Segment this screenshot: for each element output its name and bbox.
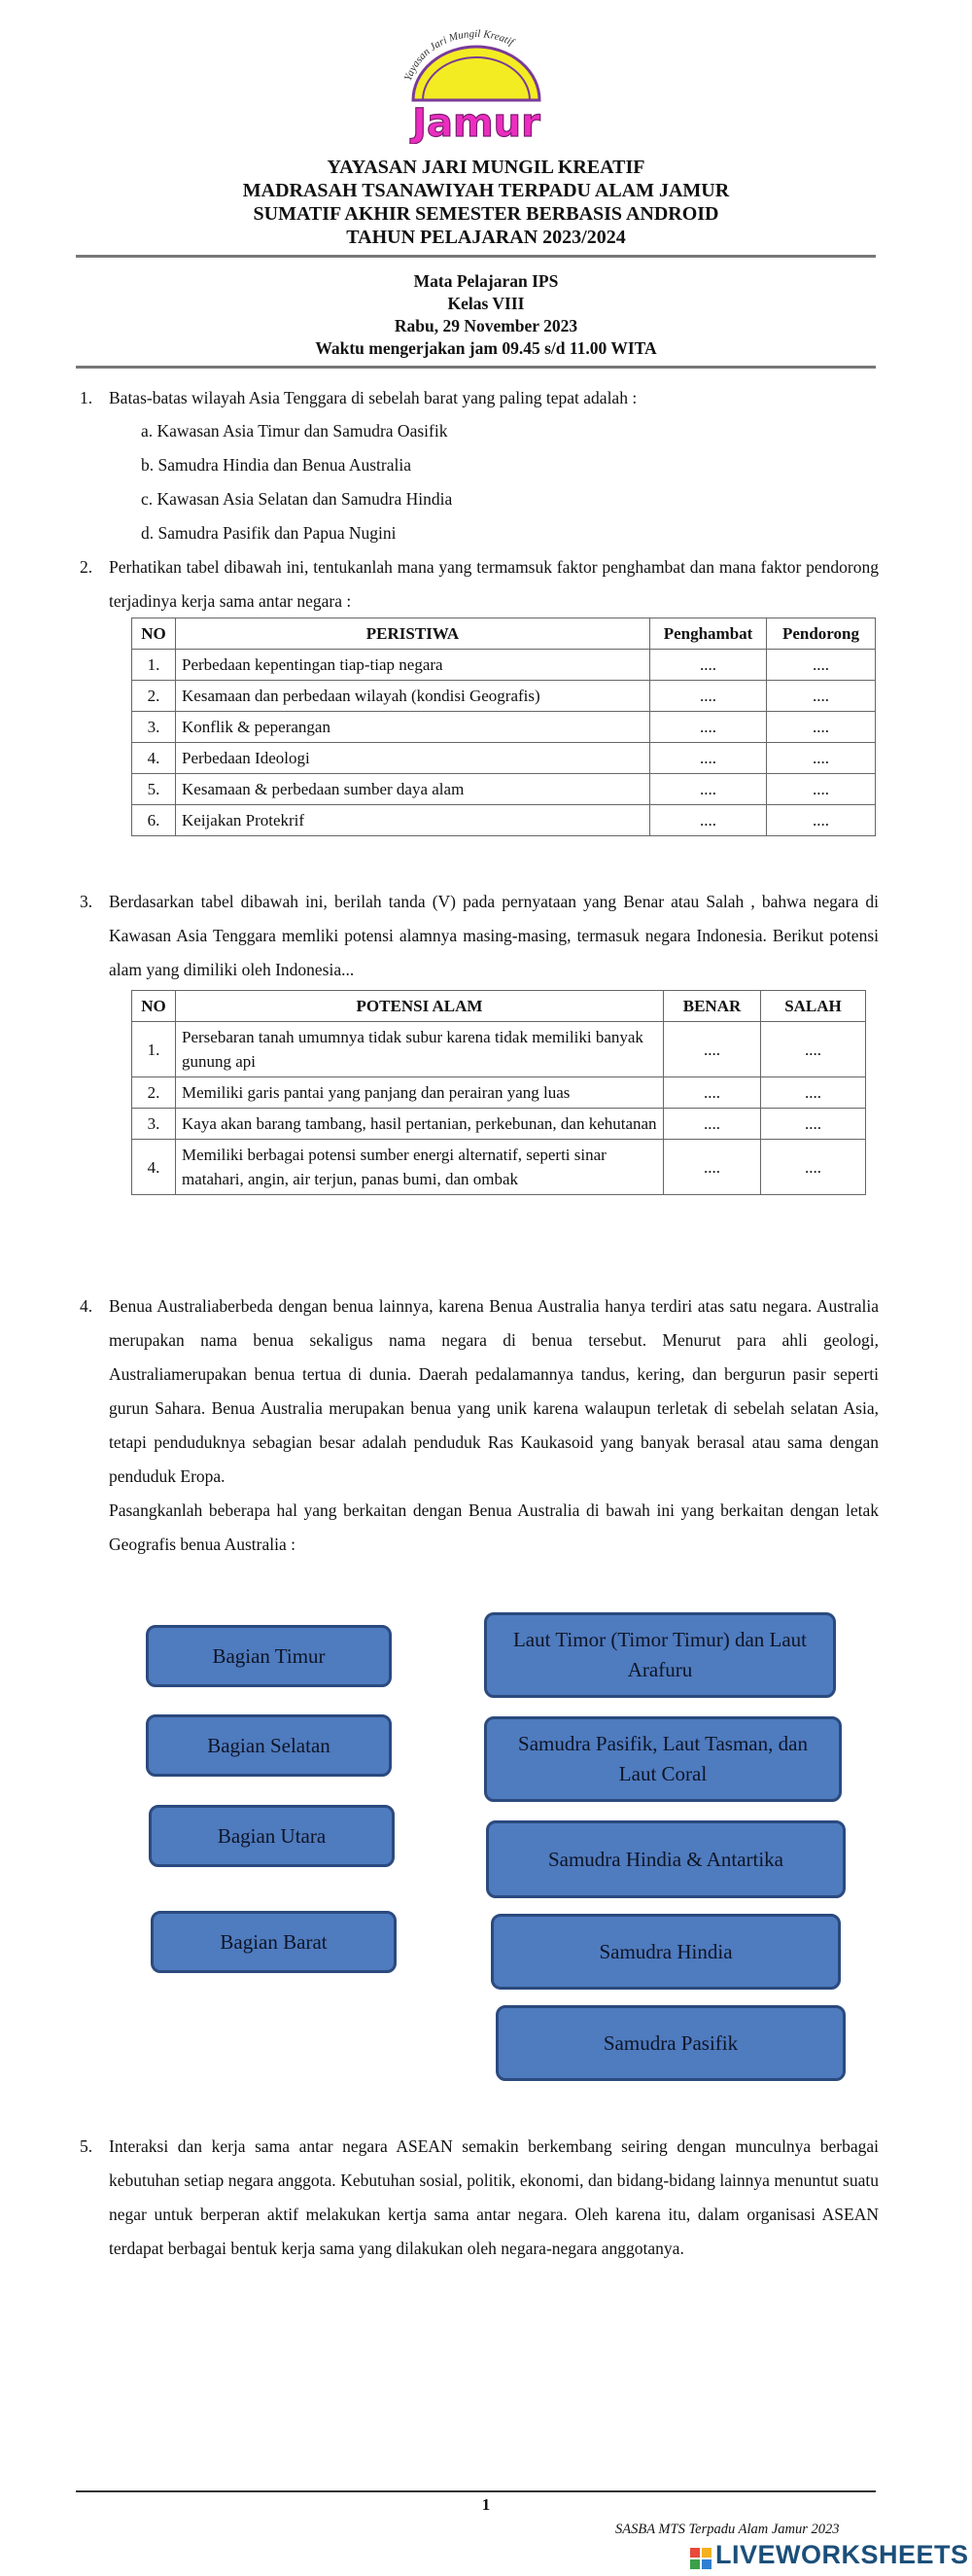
col-salah: SALAH bbox=[761, 991, 866, 1022]
question-2 bbox=[80, 550, 879, 618]
footer-divider bbox=[76, 2490, 876, 2492]
answer-benar[interactable]: .... bbox=[664, 1077, 761, 1109]
question-4 bbox=[80, 1289, 879, 1562]
question-3 bbox=[80, 885, 879, 987]
question-4-text: Benua Australiaberbeda dengan benua lainnya, karena Benua Australia hanya terdiri atas satu negara. Australia merupakan nama benua sekaligus nama negara di benua tersebut. Menurut para ahli geologi, Australiamerupakan benua tertua di dunia. Daerah pedalamannya tandus, kering, dan bergurun pasir seperti gurun Sahara. Benua Australia merupakan benua yang unik karena walaupun terletak di sebelah selatan Asia, tetapi penduduknya sebagian besar adalah penduduk Ras Kaukasoid yang banyak berasal atau sama dengan penduduk Eropa. bbox=[109, 1296, 879, 1486]
row-potensi: Persebaran tanah umumnya tidak subur karena tidak memiliki banyak gunung api bbox=[176, 1022, 664, 1077]
answer-pendorong[interactable]: .... bbox=[767, 743, 876, 774]
answer-salah[interactable]: .... bbox=[761, 1140, 866, 1195]
table-row bbox=[132, 743, 876, 774]
col-no: NO bbox=[132, 618, 176, 650]
exam-class: Kelas VIII bbox=[447, 294, 525, 313]
answer-penghambat[interactable]: .... bbox=[650, 681, 767, 712]
answer-pendorong[interactable]: .... bbox=[767, 650, 876, 681]
row-potensi: Kaya akan barang tambang, hasil pertanian, perkebunan, dan kehutanan bbox=[176, 1109, 664, 1140]
answer-penghambat[interactable]: .... bbox=[650, 650, 767, 681]
header-foundation: YAYASAN JARI MUNGIL KREATIF bbox=[327, 157, 645, 178]
question-4-number: 4. bbox=[80, 1296, 93, 1316]
col-potensi: POTENSI ALAM bbox=[176, 991, 664, 1022]
col-no: NO bbox=[132, 991, 176, 1022]
row-peristiwa: Keijakan Protekrif bbox=[176, 805, 650, 836]
answer-pendorong[interactable]: .... bbox=[767, 774, 876, 805]
answer-benar[interactable]: .... bbox=[664, 1109, 761, 1140]
table-row bbox=[132, 1077, 866, 1109]
question-5 bbox=[80, 2130, 879, 2266]
table-row bbox=[132, 650, 876, 681]
option-b[interactable]: b. Samudra Hindia dan Benua Australia bbox=[141, 455, 411, 475]
row-no: 4. bbox=[132, 1140, 176, 1195]
logo-arc-text: Yayasan Jari Mungil Kreatif bbox=[401, 27, 516, 83]
document-header bbox=[0, 156, 972, 249]
question-5-text: Interaksi dan kerja sama antar negara ASEAN semakin berkembang seiring dengan munculnya berbagai kebutuhan setiap negara anggota. Kebutuhan sosial, politik, ekonomi, dan bidang-bidang lainnya menuntut suatu negar untuk berperan aktif melakukan kertja sama antar negara. Oleh karena itu, dalam organisasi ASEAN terdapat berbagai bentuk kerja sama yang dilakukan oleh negara-negara anggotanya. bbox=[109, 2136, 879, 2258]
liveworksheets-text: LIVEWORKSHEETS bbox=[715, 2540, 969, 2569]
footer-signature: SASBA MTS Terpadu Alam Jamur 2023 bbox=[615, 2522, 840, 2537]
answer-pendorong[interactable]: .... bbox=[767, 681, 876, 712]
table-row bbox=[132, 712, 876, 743]
table-row bbox=[132, 774, 876, 805]
table-row bbox=[132, 681, 876, 712]
match-right-2[interactable]: Samudra Pasifik, Laut Tasman, dan Laut Coral bbox=[484, 1716, 842, 1802]
question-2-number: 2. bbox=[80, 557, 93, 577]
match-left-timur[interactable]: Bagian Timur bbox=[146, 1625, 392, 1687]
match-left-barat[interactable]: Bagian Barat bbox=[151, 1911, 397, 1973]
table-row bbox=[132, 1022, 866, 1077]
table-row bbox=[132, 1109, 866, 1140]
match-right-3[interactable]: Samudra Hindia & Antartika bbox=[486, 1820, 846, 1898]
question-3-number: 3. bbox=[80, 892, 93, 911]
header-divider bbox=[76, 255, 876, 258]
liveworksheets-icon bbox=[690, 2546, 712, 2567]
row-no: 1. bbox=[132, 1022, 176, 1077]
match-right-4[interactable]: Samudra Hindia bbox=[491, 1914, 841, 1990]
row-potensi: Memiliki berbagai potensi sumber energi alternatif, seperti sinar matahari, angin, air terjun, panas bumi, dan ombak bbox=[176, 1140, 664, 1195]
row-peristiwa: Kesamaan dan perbedaan wilayah (kondisi Geografis) bbox=[176, 681, 650, 712]
col-pendorong: Pendorong bbox=[767, 618, 876, 650]
potensi-table bbox=[131, 990, 866, 1195]
school-logo bbox=[369, 27, 583, 144]
answer-salah[interactable]: .... bbox=[761, 1022, 866, 1077]
answer-salah[interactable]: .... bbox=[761, 1109, 866, 1140]
match-left-utara[interactable]: Bagian Utara bbox=[149, 1805, 395, 1867]
exam-info bbox=[0, 270, 972, 360]
question-3-text: Berdasarkan tabel dibawah ini, berilah tanda (V) pada pernyataan yang Benar atau Salah , bahwa negara di Kawasan Asia Tenggara memliki potensi alamnya masing-masing, termasuk negara Indonesia. Berikut potensi alam yang dimiliki oleh Indonesia... bbox=[109, 892, 879, 979]
option-c[interactable]: c. Kawasan Asia Selatan dan Samudra Hindia bbox=[141, 489, 453, 509]
col-benar: BENAR bbox=[664, 991, 761, 1022]
answer-penghambat[interactable]: .... bbox=[650, 712, 767, 743]
question-1 bbox=[80, 381, 879, 415]
row-peristiwa: Konflik & peperangan bbox=[176, 712, 650, 743]
col-peristiwa: PERISTIWA bbox=[176, 618, 650, 650]
question-1-number: 1. bbox=[80, 388, 93, 407]
question-5-number: 5. bbox=[80, 2136, 93, 2156]
header-year: TAHUN PELAJARAN 2023/2024 bbox=[346, 227, 626, 248]
option-a[interactable]: a. Kawasan Asia Timur dan Samudra Oasifik bbox=[141, 421, 448, 441]
row-peristiwa: Kesamaan & perbedaan sumber daya alam bbox=[176, 774, 650, 805]
exam-time: Waktu mengerjakan jam 09.45 s/d 11.00 WITA bbox=[315, 338, 657, 358]
row-no: 1. bbox=[132, 650, 176, 681]
header-school: MADRASAH TSANAWIYAH TERPADU ALAM JAMUR bbox=[242, 180, 730, 201]
answer-benar[interactable]: .... bbox=[664, 1140, 761, 1195]
answer-penghambat[interactable]: .... bbox=[650, 805, 767, 836]
row-no: 2. bbox=[132, 1077, 176, 1109]
question-1-text: Batas-batas wilayah Asia Tenggara di sebelah barat yang paling tepat adalah : bbox=[109, 388, 638, 407]
exam-subject: Mata Pelajaran IPS bbox=[413, 271, 559, 291]
info-divider bbox=[76, 366, 876, 369]
match-left-selatan[interactable]: Bagian Selatan bbox=[146, 1714, 392, 1777]
match-right-1[interactable]: Laut Timor (Timor Timur) dan Laut Arafuru bbox=[484, 1612, 836, 1698]
liveworksheets-logo[interactable] bbox=[690, 2540, 969, 2570]
row-no: 5. bbox=[132, 774, 176, 805]
match-right-5[interactable]: Samudra Pasifik bbox=[496, 2005, 846, 2081]
question-2-text: Perhatikan tabel dibawah ini, tentukanlah mana yang termamsuk faktor penghambat dan mana faktor pendorong terjadinya kerja sama antar negara : bbox=[109, 557, 879, 611]
answer-penghambat[interactable]: .... bbox=[650, 774, 767, 805]
row-no: 2. bbox=[132, 681, 176, 712]
factor-table bbox=[131, 618, 876, 836]
answer-pendorong[interactable]: .... bbox=[767, 805, 876, 836]
row-no: 3. bbox=[132, 1109, 176, 1140]
logo-word: Jamur bbox=[412, 101, 540, 144]
question-4-instruction: Pasangkanlah beberapa hal yang berkaitan dengan Benua Australia di bawah ini yang berkaitan dengan letak Geografis benua Australia : bbox=[109, 1500, 879, 1554]
row-potensi: Memiliki garis pantai yang panjang dan perairan yang luas bbox=[176, 1077, 664, 1109]
potensi-table-header bbox=[132, 991, 866, 1022]
answer-pendorong[interactable]: .... bbox=[767, 712, 876, 743]
row-peristiwa: Perbedaan Ideologi bbox=[176, 743, 650, 774]
row-no: 4. bbox=[132, 743, 176, 774]
option-d[interactable]: d. Samudra Pasifik dan Papua Nugini bbox=[141, 523, 397, 543]
page-number: 1 bbox=[481, 2495, 491, 2514]
row-no: 3. bbox=[132, 712, 176, 743]
answer-benar[interactable]: .... bbox=[664, 1022, 761, 1077]
row-no: 6. bbox=[132, 805, 176, 836]
row-peristiwa: Perbedaan kepentingan tiap-tiap negara bbox=[176, 650, 650, 681]
col-penghambat: Penghambat bbox=[650, 618, 767, 650]
answer-penghambat[interactable]: .... bbox=[650, 743, 767, 774]
table-row bbox=[132, 805, 876, 836]
exam-date: Rabu, 29 November 2023 bbox=[394, 316, 578, 335]
factor-table-header bbox=[132, 618, 876, 650]
table-row bbox=[132, 1140, 866, 1195]
header-exam: SUMATIF AKHIR SEMESTER BERBASIS ANDROID bbox=[253, 203, 719, 225]
answer-salah[interactable]: .... bbox=[761, 1077, 866, 1109]
